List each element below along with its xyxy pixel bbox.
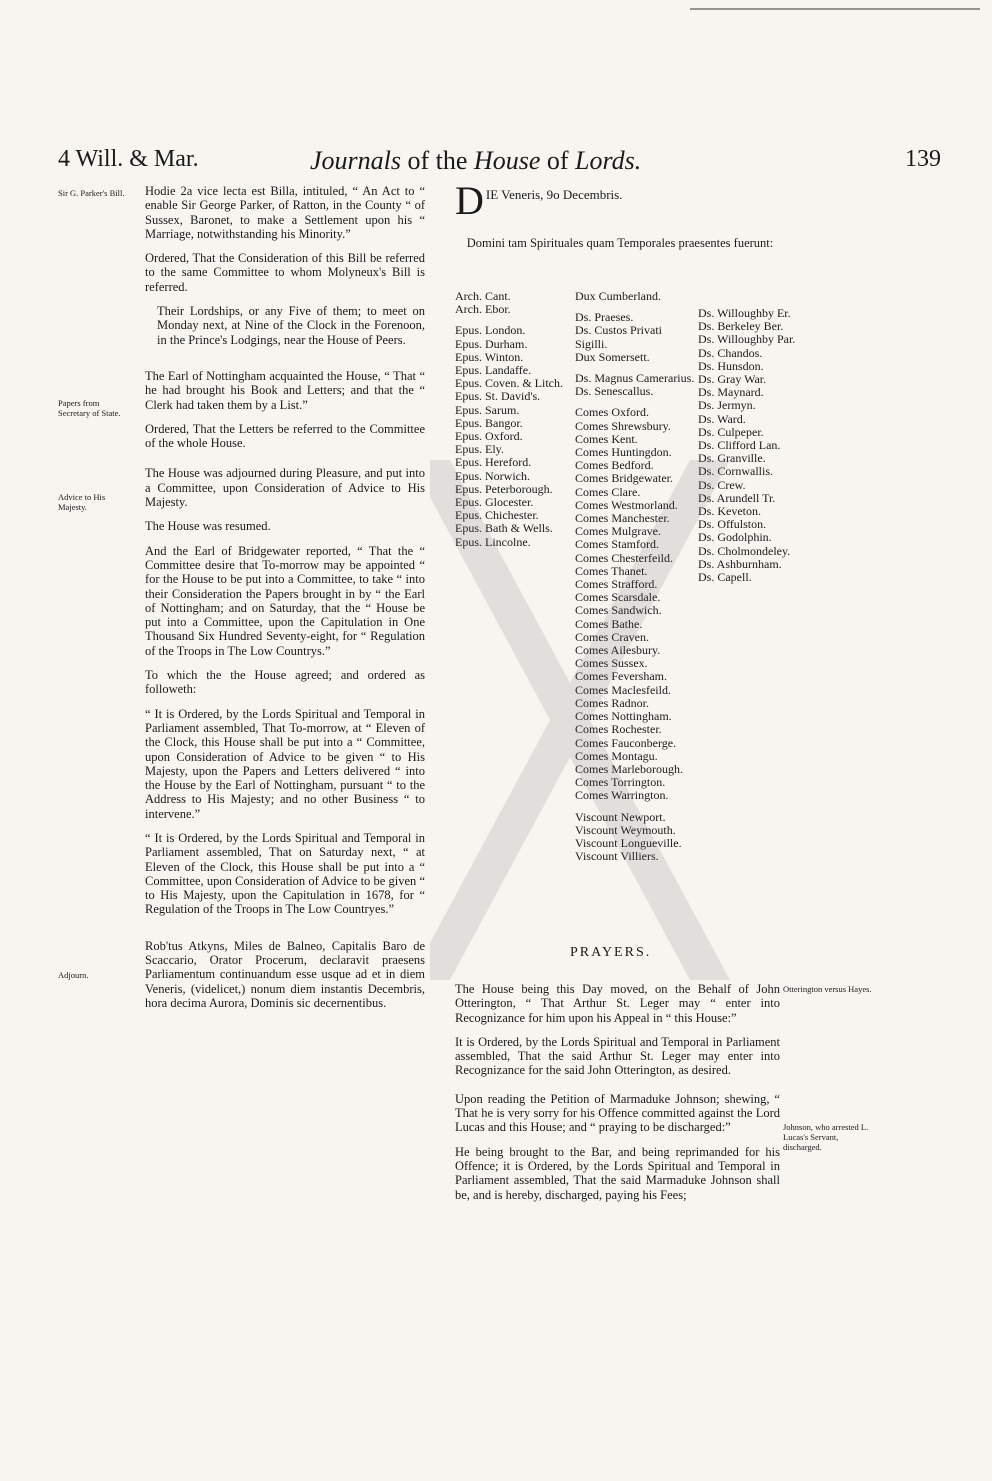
attendee: Ds. Willoughby Par. <box>698 332 796 347</box>
attendee: Epus. Durham. <box>455 336 528 351</box>
header-title-a: Journals <box>310 146 401 175</box>
attendee: Comes Chesterfeild. <box>575 550 673 565</box>
attendee: Arch. Ebor. <box>455 302 511 317</box>
attendee: Ds. Culpeper. <box>698 424 764 439</box>
attendee: Dux Cumberland. <box>575 289 661 303</box>
paragraph: Ordered, That the Consideration of this Bill be referred to the same Committee to whom Molyneux's Bill is referred. <box>145 251 425 294</box>
attendee: Epus. London. <box>455 323 526 338</box>
attendee: Comes Clare. <box>575 484 641 499</box>
attendee: Ds. Cornwallis. <box>698 464 773 479</box>
day-heading-text: IE Veneris, 9o Decembris. <box>485 187 623 202</box>
paragraph: Rob'tus Atkyns, Miles de Balneo, Capitalis Baro de Scaccario, Orator Procerum, declaravit praesens Parliamentum continuandum esse usque ad et in diem Veneris, (videlicet,) nonum diem instantis Decembris, hora decima Aurora, Dominis sic decernentibus. <box>145 938 425 1010</box>
attendee: Ds. Chandos. <box>698 345 763 360</box>
attendee: Epus. Chichester. <box>455 508 539 523</box>
list-spiritual <box>455 290 575 549</box>
attendee: Ds. Jermyn. <box>698 398 756 413</box>
paragraph: Hodie 2a vice lecta est Billa, intituled, “ An Act to “ enable Sir George Parker, of Ratton, in the County “ of Sussex, Baronet, to make a Settlement upon his “ Marriage, notwithstanding his Minority.” <box>145 184 425 241</box>
right-column-heading <box>455 178 785 262</box>
list-barons <box>698 307 808 584</box>
attendee: Ds. Capell. <box>698 570 752 585</box>
attendee: Comes Maclesfeild. <box>575 682 671 697</box>
attendee: Comes Stamford. <box>575 537 659 552</box>
attendee: Epus. Hereford. <box>455 455 532 470</box>
header-title-d: of <box>540 146 576 175</box>
drop-cap: D <box>455 178 484 223</box>
header-regnal-year: 4 Will. & Mar. <box>58 146 199 172</box>
left-column <box>145 184 425 1020</box>
paragraph: It is Ordered, by the Lords Spiritual and Temporal in Parliament assembled, That the said Arthur St. Leger may enter into Recognizance for the said John Otterington, as desired. <box>455 1034 780 1078</box>
attendee: Comes Mulgrave. <box>575 524 661 539</box>
attendee: Ds. Magnus Camerarius. <box>575 371 695 386</box>
attendee: Comes Bathe. <box>575 616 643 631</box>
paragraph: He being brought to the Bar, and being reprimanded for his Offence; it is Ordered, by the Lords Spiritual and Temporal in Parliament assembled, That the said Marmaduke Johnson shall be, and is hereby, discharged, paying his Fees; <box>455 1144 780 1202</box>
attendee: Comes Marleborough. <box>575 761 683 776</box>
attendee: Comes Fauconberge. <box>575 735 677 750</box>
margin-note: Johnson, who arrested L. Lucas's Servant, discharged. <box>783 1122 869 1152</box>
attendee: Comes Radnor. <box>575 695 649 710</box>
paragraph: “ It is Ordered, by the Lords Spiritual and Temporal in Parliament assembled, That on Saturday next, “ at Eleven of the Clock, this House shall be put into a “ Committee, upon Consideration of Advice to be given “ to His Majesty, upon the Capitulation in 1678, for “ Regulation of the Troops in The Low Countryes.” <box>145 830 425 917</box>
margin-note: Papers from Secretary of State. <box>58 398 121 418</box>
attendee: Ds. Offulston. <box>698 517 767 532</box>
paragraph: “ It is Ordered, by the Lords Spiritual and Temporal in Parliament assembled, That To-morrow, at “ Eleven of the Clock, this House shall be put into a “ Committee, upon Consideration of Advice to be given “ to His Majesty, upon the Papers and Letters delivered “ into the House by the Earl of Nottingham, pursuant “ to the Address to His Majesty; and no other Business “ to intervene.” <box>145 706 425 821</box>
attendee: Epus. Oxford. <box>455 429 523 444</box>
attendee: Arch. Cant. <box>455 289 511 303</box>
attendee: Comes Oxford. <box>575 405 649 420</box>
attendee: Comes Bridgewater. <box>575 471 673 486</box>
attendee: Epus. Ely. <box>455 442 504 457</box>
attendee: Ds. Godolphin. <box>698 530 772 545</box>
attendee: Ds. Keveton. <box>698 504 761 519</box>
attendee: Comes Torrington. <box>575 775 666 790</box>
header-title-e: Lords. <box>575 146 642 175</box>
attendee: Ds. Gray War. <box>698 372 767 387</box>
paragraph: The House was resumed. <box>145 519 271 534</box>
attendee: Ds. Praeses. <box>575 310 634 325</box>
attendance-heading: Domini tam Spirituales quam Temporales praesentes fuerunt: <box>466 236 774 250</box>
attendee: Epus. Norwich. <box>455 468 530 483</box>
paragraph: To which the the House agreed; and ordered as followeth: <box>145 668 425 697</box>
paragraph: And the Earl of Bridgewater reported, “ That the “ Committee desire that To-morrow may be appointed “ for the House to be put into a Committee, to take “ into their Consideration the Papers brought in by “ the Earl of Nottingham; and on Saturday, that the “ House be put into a Committee, upon the Capitulation in One Thousand Six Hundred Seventy-eight, for “ Regulation of the Troops in The Low Countrys.” <box>145 543 425 658</box>
attendee: Viscount Newport. <box>575 809 666 824</box>
margin-note: Sir G. Parker's Bill. <box>58 188 125 198</box>
day-heading <box>455 178 785 223</box>
attendee: Viscount Villiers. <box>575 849 659 864</box>
attendee: Comes Scarsdale. <box>575 590 661 605</box>
attendee: Ds. Cholmondeley. <box>698 543 791 558</box>
header-title-c: House <box>473 146 541 175</box>
attendee: Comes Westmorland. <box>575 497 678 512</box>
attendee: Comes Sandwich. <box>575 603 662 618</box>
attendee: Epus. Bangor. <box>455 415 523 430</box>
paragraph: The House being this Day moved, on the Behalf of John Otterington, “ That Arthur St. Leger may “ enter into Recognizance for him upon his Appeal in “ this House:” <box>455 982 780 1025</box>
attendee: Comes Huntingdon. <box>575 445 672 460</box>
attendee: Sigilli. <box>575 336 608 351</box>
attendee: Ds. Berkeley Ber. <box>698 319 784 334</box>
prayers-heading: PRAYERS. <box>570 945 652 960</box>
attendee: Epus. St. David's. <box>455 389 541 404</box>
attendee: Epus. Bath & Wells. <box>455 521 553 536</box>
page-number: 139 <box>905 146 941 172</box>
attendee: Ds. Crew. <box>698 477 746 492</box>
attendee: Epus. Coven. & Litch. <box>455 376 563 391</box>
margin-note: Otterington versus Hayes. <box>783 984 872 994</box>
attendee: Ds. Ashburnham. <box>698 556 782 571</box>
attendee: Ds. Clifford Lan. <box>698 438 781 453</box>
attendee: Ds. Willoughby Er. <box>698 306 791 320</box>
attendee: Comes Feversham. <box>575 669 667 684</box>
attendee: Comes Nottingham. <box>575 709 672 724</box>
attendee: Viscount Weymouth. <box>575 822 676 837</box>
header-title <box>310 146 641 176</box>
attendee: Epus. Lincolne. <box>455 534 531 549</box>
top-rule <box>690 8 980 10</box>
attendee: Epus. Peterborough. <box>455 481 553 496</box>
list-temporal <box>575 290 700 863</box>
paragraph: Their Lordships, or any Five of them; to meet on Monday next, at Nine of the Clock in the Forenoon, in the Prince's Lodgings, near the House of Peers. <box>157 304 425 347</box>
paragraph: The Earl of Nottingham acquainted the House, “ That “ he had brought his Book and Letters; and that the “ Clerk had taken them by a List.” <box>145 368 425 412</box>
attendee: Comes Ailesbury. <box>575 643 661 658</box>
attendee: Ds. Arundell Tr. <box>698 490 776 505</box>
attendee: Comes Montagu. <box>575 748 658 763</box>
attendee: Ds. Senescallus. <box>575 384 654 399</box>
attendee: Epus. Winton. <box>455 349 524 364</box>
header-title-b: of the <box>401 146 474 175</box>
attendee: Comes Bedford. <box>575 458 654 473</box>
attendee: Dux Somersett. <box>575 349 650 364</box>
attendee: Viscount Longueville. <box>575 835 682 850</box>
right-column-body <box>455 982 780 1212</box>
attendee: Epus. Glocester. <box>455 495 534 510</box>
paragraph: The House was adjourned during Pleasure, and put into a Committee, upon Consideration of Advice to His Majesty. <box>145 466 425 510</box>
attendee: Ds. Ward. <box>698 411 746 426</box>
attendee: Ds. Granville. <box>698 451 766 466</box>
paragraph: Ordered, That the Letters be referred to the Committee of the whole House. <box>145 421 425 451</box>
attendee: Ds. Custos Privati <box>575 323 663 338</box>
attendee: Epus. Landaffe. <box>455 363 532 378</box>
attendee: Comes Shrewsbury. <box>575 418 671 433</box>
paragraph: Upon reading the Petition of Marmaduke Johnson; shewing, “ That he is very sorry for his Offence committed against the Lord Lucas and this House; and “ praying to be discharged:” <box>455 1091 780 1135</box>
attendee: Comes Warrington. <box>575 788 669 803</box>
attendee: Comes Kent. <box>575 431 638 446</box>
margin-note: Advice to His Majesty. <box>58 492 106 512</box>
attendee: Comes Thanet. <box>575 563 648 578</box>
attendee: Ds. Hunsdon. <box>698 358 764 373</box>
attendee: Comes Craven. <box>575 629 649 644</box>
attendee: Ds. Maynard. <box>698 385 764 400</box>
attendee: Comes Sussex. <box>575 656 648 671</box>
attendee: Comes Manchester. <box>575 511 670 526</box>
attendee: Comes Strafford. <box>575 577 658 592</box>
margin-note: Adjourn. <box>58 970 89 980</box>
attendee: Comes Rochester. <box>575 722 662 737</box>
attendee: Epus. Sarum. <box>455 402 520 417</box>
